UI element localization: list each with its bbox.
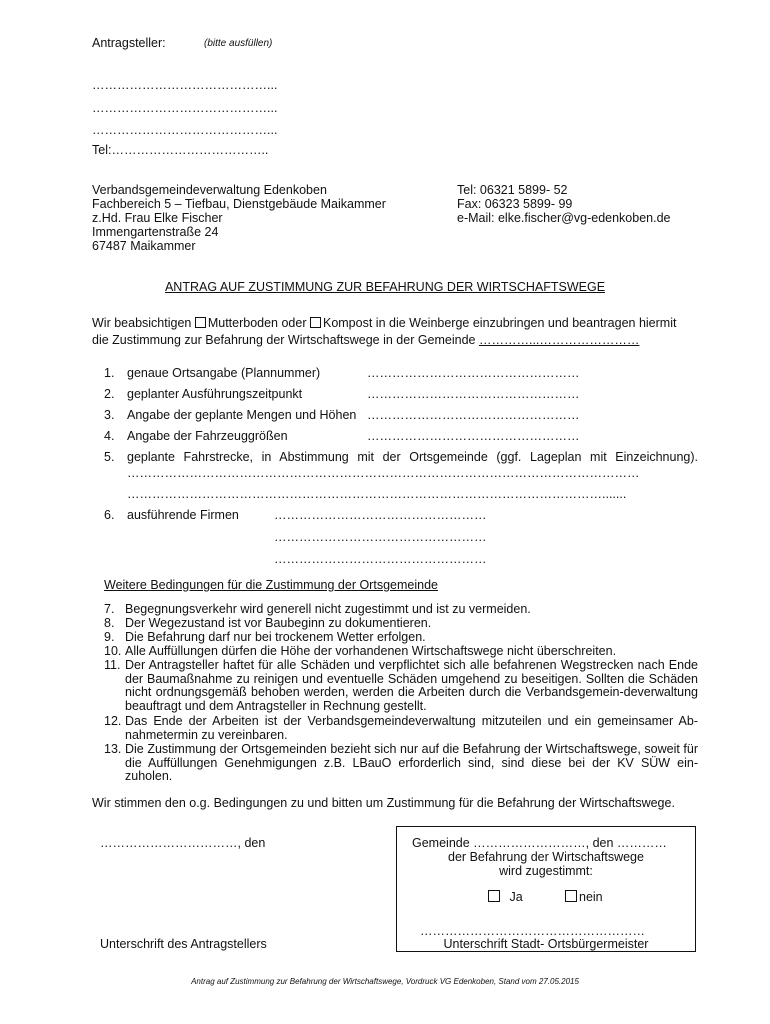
footer-note: Antrag auf Zustimmung zur Befahrung der Wirtschaftswege, Vordruck VG Edenkoben, Stand vom 27.05.2015	[191, 977, 579, 986]
nein-label: nein	[579, 890, 603, 904]
item-2-label: geplanter Ausführungszeitpunkt	[127, 387, 303, 401]
intro-text: Wir beabsichtigen	[92, 316, 195, 330]
kompost-checkbox[interactable]	[310, 317, 321, 328]
approval-line-2: der Befahrung der Wirtschaftswege	[448, 850, 644, 864]
mayor-signature-line[interactable]: ………………………………………………	[420, 924, 645, 938]
item-4-number: 4.	[104, 429, 115, 443]
item-2-field[interactable]: ……………………………………………	[367, 387, 580, 401]
mutterboden-checkbox[interactable]	[195, 317, 206, 328]
condition-number: 12.	[104, 714, 122, 728]
recipient-line: 67487 Maikammer	[92, 239, 196, 253]
condition-13	[104, 743, 698, 784]
ja-label: Ja	[509, 890, 523, 904]
approval-gemeinde-line[interactable]: Gemeinde ………………………, den …………	[412, 836, 667, 850]
item-3-number: 3.	[104, 408, 115, 422]
item-5-number: 5.	[104, 450, 115, 464]
applicant-tel-line[interactable]: Tel:………………………………..	[92, 143, 269, 157]
agreement-text: Wir stimmen den o.g. Bedingungen zu und bitten um Zustimmung für die Befahrung der Wirtschaftswege.	[92, 796, 675, 810]
condition-11	[104, 659, 698, 713]
gemeinde-field[interactable]: …………...……………………	[478, 333, 640, 347]
condition-8	[104, 617, 698, 631]
recipient-line: z.Hd. Frau Elke Fischer	[92, 211, 223, 225]
place-date-field[interactable]: ……………………………, den	[100, 836, 266, 850]
item-6-number: 6.	[104, 508, 115, 522]
recipient-phone: Tel: 06321 5899- 52	[457, 183, 568, 197]
recipient-line: Verbandsgemeindeverwaltung Edenkoben	[92, 183, 327, 197]
intro-text-2: die Zustimmung zur Befahrung der Wirtschaftswege in der Gemeinde	[92, 333, 479, 347]
mayor-signature-label: Unterschrift Stadt- Ortsbürgermeister	[443, 937, 649, 951]
approval-line-3: wird zugestimmt:	[499, 864, 593, 878]
recipient-line: Immengartenstraße 24	[92, 225, 219, 239]
applicant-signature-label: Unterschrift des Antragstellers	[100, 937, 267, 951]
item-2-number: 2.	[104, 387, 115, 401]
condition-text: Die Befahrung darf nur bei trockenem Wetter erfolgen.	[125, 630, 426, 644]
condition-7	[104, 603, 698, 617]
condition-text: Begegnungsverkehr wird generell nicht zugestimmt und ist zu vermeiden.	[125, 602, 531, 616]
recipient-email: e-Mail: elke.fischer@vg-edenkoben.de	[457, 211, 671, 225]
item-1-field[interactable]: ……………………………………………	[367, 366, 580, 380]
approval-nein	[565, 890, 603, 904]
recipient-fax: Fax: 06323 5899- 99	[457, 197, 573, 211]
item-5-label: geplante Fahrstrecke, in Abstimmung mit der Ortsgemeinde (ggf. Lageplan mit Einzeichnung).	[127, 450, 698, 464]
condition-number: 13.	[104, 742, 122, 756]
intro-line-1	[92, 316, 676, 330]
item-6-field-1[interactable]: ……………………………………………	[274, 508, 487, 522]
applicant-hint: (bitte ausfüllen)	[204, 38, 273, 49]
applicant-label: Antragsteller:	[92, 36, 166, 50]
condition-number: 8.	[104, 616, 115, 630]
kompost-label: Kompost in die Weinberge einzubringen und beantragen hiermit	[322, 316, 677, 330]
ja-checkbox[interactable]	[488, 890, 500, 902]
condition-text: Der Wegezustand ist vor Baubeginn zu dokumentieren.	[125, 616, 432, 630]
condition-9	[104, 631, 698, 645]
condition-text: Alle Auffüllungen dürfen die Höhe der vorhandenen Wirtschaftswege nicht überschreiten.	[125, 644, 617, 658]
recipient-address	[92, 183, 386, 253]
recipient-contact	[457, 183, 671, 225]
applicant-line-3[interactable]: ……………………………………...	[92, 123, 278, 137]
item-1-number: 1.	[104, 366, 115, 380]
condition-number: 10.	[104, 644, 122, 658]
condition-10	[104, 645, 698, 659]
item-3-label: Angabe der geplante Mengen und Höhen	[127, 408, 357, 422]
condition-number: 7.	[104, 602, 115, 616]
condition-text: Der Antragsteller haftet für alle Schäden und verpflichtet sich alle befahrenen Wegstrecken nach Ende der Baumaßnahme zu reinigen und eventuelle Schäden umgehend zu beseitigen. Sollten die Schäden nicht ordnungsgemäß behoben werden, werden die Arbeiten durch die Verbandsgemein-deverwaltung beauftragt und dem Antragsteller in Rechnung gestellt.	[125, 658, 698, 713]
condition-text: Das Ende der Arbeiten ist der Verbandsgemeindeverwaltung mitzuteilen und ein gemeinsamer Ab-nahmetermin zu vereinbaren.	[125, 714, 698, 742]
condition-text: Die Zustimmung der Ortsgemeinden bezieht sich nur auf die Befahrung der Wirtschaftswege, soweit für die Auffüllungen Genehmigungen z.B. LBauO erforderlich sind, sind diese bei der KV SÜW ein-zuholen.	[125, 742, 698, 784]
applicant-line-1[interactable]: ……………………………………...	[92, 78, 278, 92]
item-5-field-1[interactable]: ……………………………………………………………………………………………………………	[127, 466, 640, 480]
approval-ja	[488, 890, 523, 904]
item-1-label: genaue Ortsangabe (Plannummer)	[127, 366, 321, 380]
item-6-field-3[interactable]: ……………………………………………	[274, 552, 487, 566]
nein-checkbox[interactable]	[565, 890, 577, 902]
form-title: ANTRAG AUF ZUSTIMMUNG ZUR BEFAHRUNG DER WIRTSCHAFTSWEGE	[164, 280, 606, 294]
item-6-label: ausführende Firmen	[127, 508, 239, 522]
item-4-label: Angabe der Fahrzeuggrößen	[127, 429, 288, 443]
intro-line-2	[92, 333, 639, 347]
item-3-field[interactable]: ……………………………………………	[367, 408, 580, 422]
mutterboden-label: Mutterboden oder	[207, 316, 310, 330]
item-6-field-2[interactable]: ……………………………………………	[274, 530, 487, 544]
condition-12	[104, 715, 698, 742]
conditions-heading: Weitere Bedingungen für die Zustimmung der Ortsgemeinde	[104, 578, 438, 592]
condition-number: 11.	[104, 658, 121, 672]
item-5-field-2[interactable]: …………………………………………………………………………………………………….......	[127, 487, 627, 501]
applicant-line-2[interactable]: ……………………………………...	[92, 101, 278, 115]
condition-number: 9.	[104, 630, 115, 644]
recipient-line: Fachbereich 5 – Tiefbau, Dienstgebäude Maikammer	[92, 197, 386, 211]
item-4-field[interactable]: ……………………………………………	[367, 429, 580, 443]
